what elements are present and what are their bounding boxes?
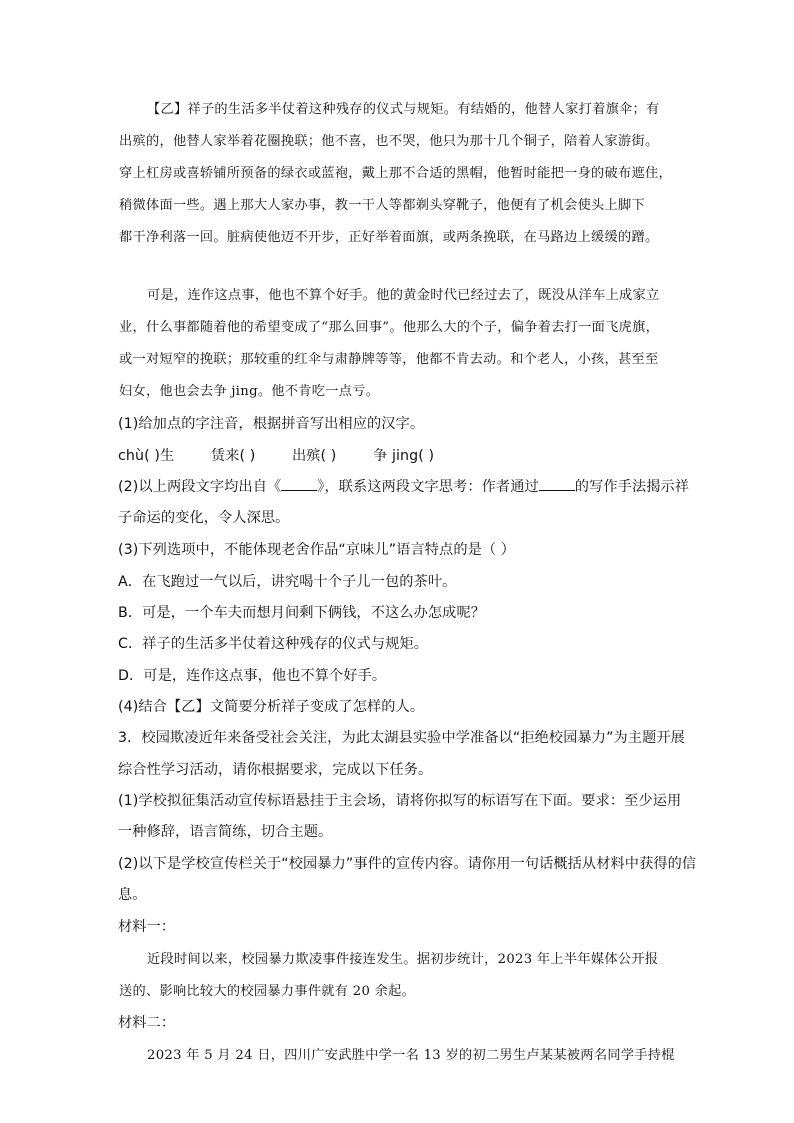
material-2-label: 材料二： — [118, 1015, 176, 1031]
book-title-blank[interactable] — [281, 478, 317, 491]
passage-line-1: 【乙】祥子的生活多半仗着这种残存的仪式与规矩。有结婚的，他替人家打着旗伞；有 — [147, 102, 660, 117]
question-4-title: (4)结合【乙】文简要分析祥子变成了怎样的人。 — [118, 699, 425, 715]
passage-para2-line-3: 或一对短窄的挽联；那较重的红伞与肃静牌等等，他都不肯去动。和个老人，小孩，甚至至 — [119, 352, 659, 367]
question-3-option-d: D．可是，连作这点事，他也不算个好手。 — [118, 668, 387, 684]
q1-item-chubin: 出殡( ) — [291, 448, 337, 464]
passage-para2-line-2: 业，什么事都随着他的希望变成了“那么回事”。他那么大的个子，偏争着去打一面飞虎旗， — [119, 320, 660, 335]
passage-line-5: 都干净利落一回。脏病使他迈不开步，正好举着面旗，或两条挽联，在马路边上缓缓的蹭。 — [119, 230, 659, 245]
question-3-title: (3)下列选项中，不能体现老舍作品“京味儿”语言特点的是（ ） — [118, 542, 516, 558]
question-2-line-2: 子命运的变化，令人深思。 — [118, 510, 290, 526]
question-3-option-c: C．祥子的生活多半仗着这种残存的仪式与规矩。 — [118, 636, 429, 652]
question-2-line-1: (2)以上两段文字均出自《 》，联系这两段文字思考：作者通过 的写作手法揭示祥 — [118, 479, 690, 495]
passage-line-4: 稍微体面一些。遇上那大人家办事，教一干人等都剃头穿靴子，他便有了机会使头上脚下 — [119, 198, 646, 213]
task-2-line-1: (2)以下是学校宣传栏关于“校园暴力”事件的宣传内容。请你用一句话概括从材料中获得的信 — [118, 856, 697, 872]
question-3-option-b: B．可是，一个车夫而想月间剩下俩钱，不这么办怎成呢？ — [118, 605, 486, 621]
question-3-option-a: A．在飞跑过一气以后，讲究喝十个子儿一包的茶叶。 — [118, 574, 457, 590]
section-3-intro-line-2: 综合性学习活动，请你根据要求，完成以下任务。 — [118, 762, 433, 778]
q1-item-jing: 争 jing( ) — [373, 448, 435, 464]
writing-technique-blank[interactable] — [539, 478, 575, 491]
q1-item-chu: chù( )生 — [118, 448, 175, 464]
passage-para2-line-4: 妇女，他也会去争 jing。他不肯吃一点亏。 — [119, 384, 380, 399]
q1-item-linlai: 赁来( ) — [210, 448, 256, 464]
material-1-line-1: 近段时间以来，校园暴力欺凌事件接连发生。据初步统计，2023 年上半年媒体公开报 — [147, 952, 659, 967]
task-1-line-2: 一种修辞，语言简练，切合主题。 — [118, 824, 333, 840]
passage-para2-line-1: 可是，连作这点事，他也不算个好手。他的黄金时代已经过去了，既没从洋车上成家立 — [147, 288, 660, 303]
material-2-line-1: 2023 年 5 月 24 日，四川广安武胜中学一名 13 岁的初二男生卢某某被两名同学手持棍 — [147, 1048, 675, 1063]
material-1-line-2: 送的、影响比较大的校园暴力事件就有 20 余起。 — [119, 984, 416, 999]
task-1-line-1: (1)学校拟征集活动宣传标语悬挂于主会场，请将你拟写的标语写在下面。要求：至少运用 — [118, 793, 682, 809]
material-1-label: 材料一： — [118, 919, 176, 935]
passage-line-2: 出殡的，他替人家举着花圈挽联；他不喜，也不哭，他只为那十几个铜子，陪着人家游街。 — [119, 134, 659, 149]
question-1-title: (1)给加点的字注音，根据拼音写出相应的汉字。 — [118, 416, 425, 432]
task-2-line-2: 息。 — [118, 887, 147, 903]
passage-line-3: 穿上杠房或喜轿铺所预备的绿衣或蓝袍，戴上那不合适的黑帽，他暂时能把一身的破布遮住， — [119, 166, 672, 181]
section-3-intro-line-1: 3．校园欺凌近年来备受社会关注，为此太湖县实验中学准备以“拒绝校园暴力”为主题开展 — [118, 730, 685, 746]
question-1-items — [118, 446, 434, 466]
